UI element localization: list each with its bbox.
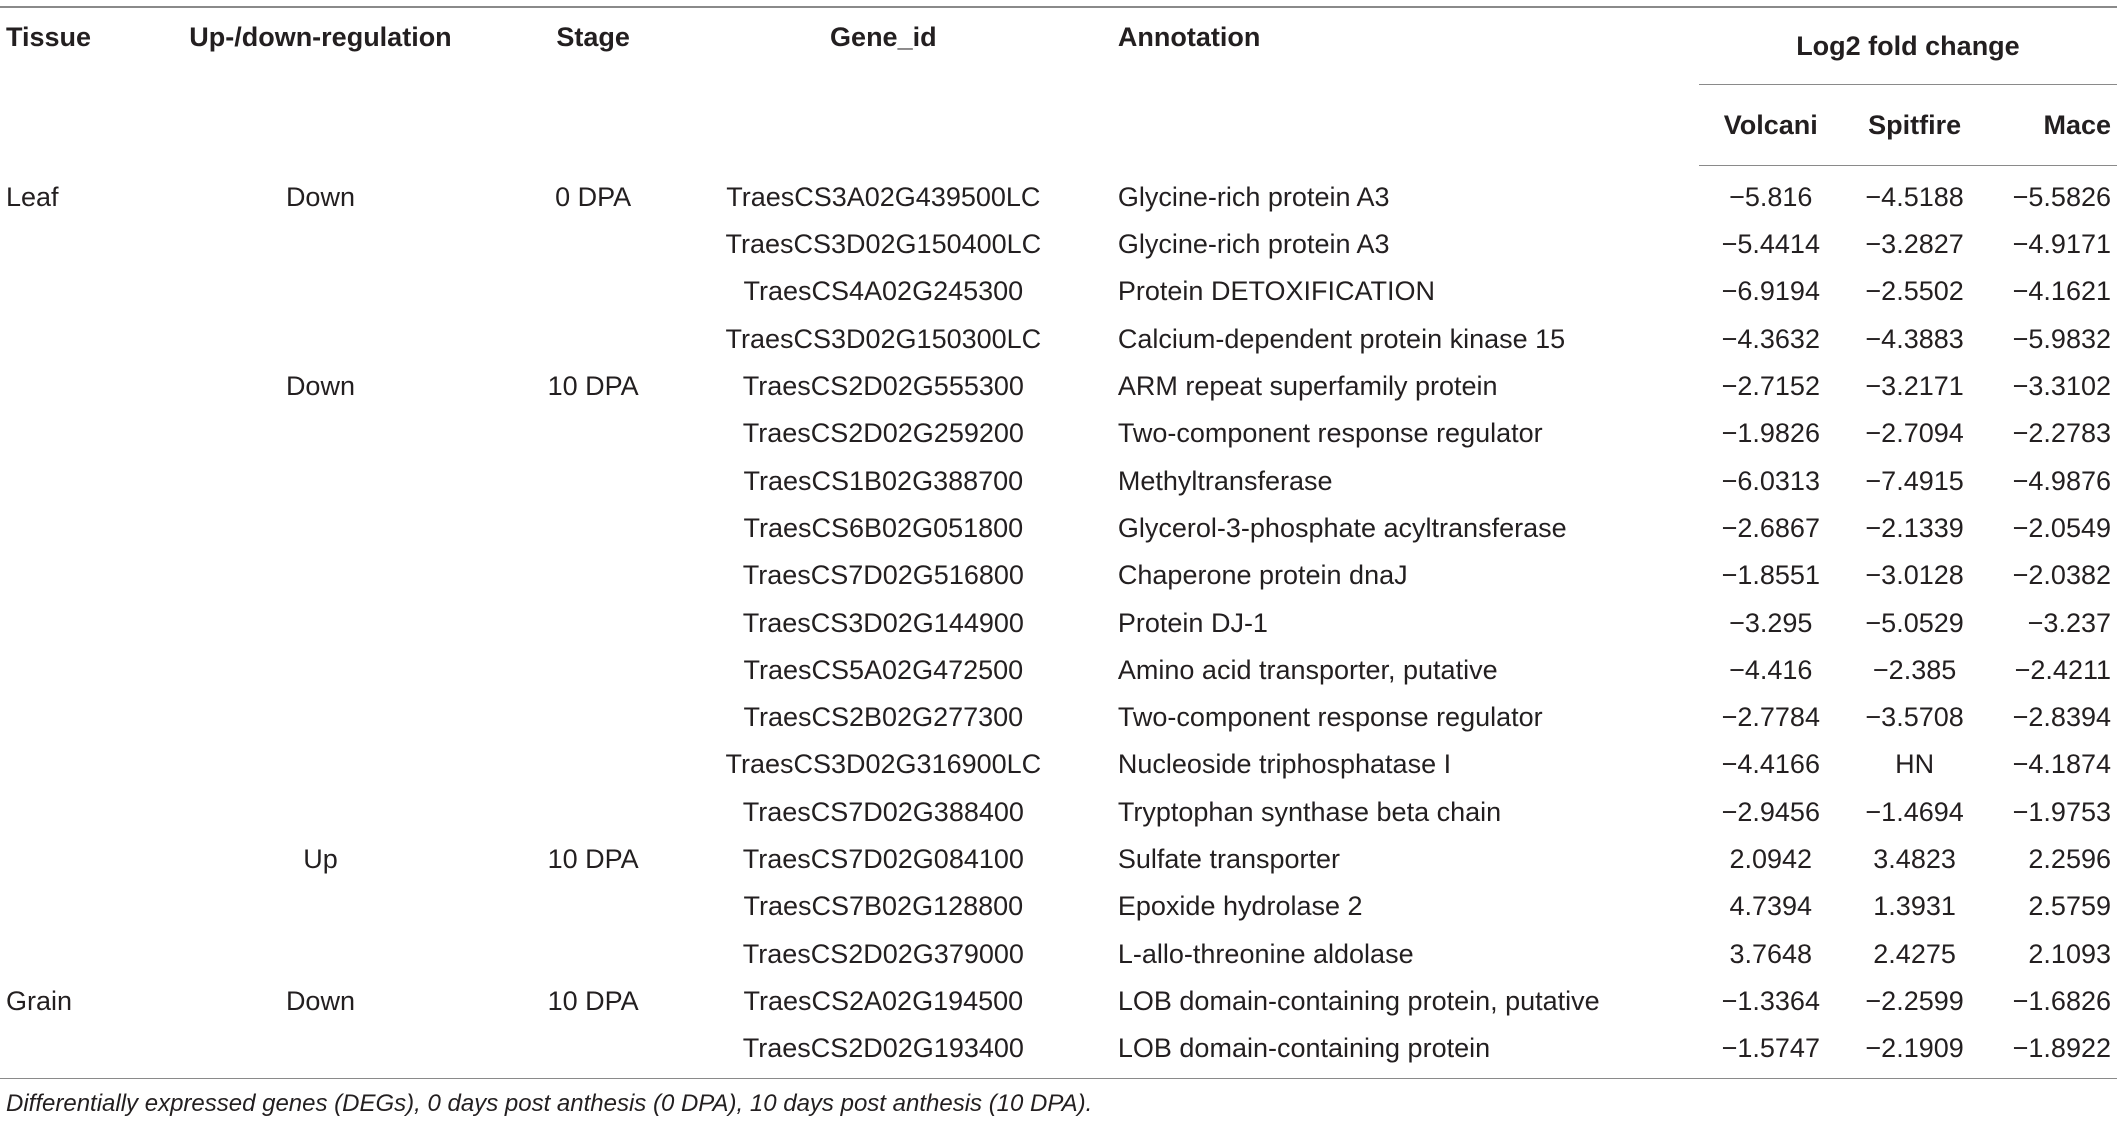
cell-regulation xyxy=(127,883,513,930)
table-row xyxy=(0,363,2117,410)
cell-gene-id: TraesCS2D02G193400 xyxy=(673,1025,1094,1079)
cell-annotation: LOB domain-containing protein xyxy=(1094,1025,1699,1079)
cell-regulation: Up xyxy=(303,844,338,874)
header-tissue: Tissue xyxy=(0,7,127,166)
cell-stage xyxy=(514,930,673,977)
cell-regulation xyxy=(127,647,513,694)
header-volcani: Volcani xyxy=(1699,85,1843,166)
cell-tissue xyxy=(0,694,127,741)
cell-gene-id: TraesCS3D02G316900LC xyxy=(725,749,1042,780)
table-row xyxy=(0,599,2117,646)
cell-volcani: −4.4166 xyxy=(1721,749,1820,780)
cell-gene-id: TraesCS7D02G084100 xyxy=(742,844,1024,874)
table-row xyxy=(0,457,2117,504)
cell-regulation xyxy=(127,789,513,836)
cell-annotation: Tryptophan synthase beta chain xyxy=(1117,796,1502,827)
cell-regulation xyxy=(127,316,513,363)
table-footnote: Differentially expressed genes (DEGs), 0 days post anthesis (0 DPA), 10 days post anthesis (10 DPA). xyxy=(6,1090,1093,1117)
cell-tissue xyxy=(0,789,127,836)
cell-annotation: Glycine-rich protein A3 xyxy=(1117,181,1390,212)
cell-tissue xyxy=(0,599,127,646)
cell-stage xyxy=(514,505,673,552)
cell-spitfire: −4.3883 xyxy=(1865,323,1964,354)
cell-stage xyxy=(514,599,673,646)
cell-mace: 2.5759 xyxy=(2028,891,2111,922)
cell-gene-id: TraesCS3D02G150400LC xyxy=(725,229,1042,260)
cell-stage xyxy=(514,552,673,599)
cell-volcani: −3.295 xyxy=(1729,607,1813,638)
cell-stage xyxy=(514,789,673,836)
header-mace: Mace xyxy=(1986,85,2117,166)
cell-stage xyxy=(514,647,673,694)
cell-gene-id: TraesCS5A02G472500 xyxy=(743,654,1024,685)
cell-stage xyxy=(514,694,673,741)
cell-spitfire: −3.0128 xyxy=(1865,560,1964,591)
cell-mace: −1.6826 xyxy=(2012,985,2111,1016)
cell-volcani: −2.9456 xyxy=(1721,796,1820,827)
cell-gene-id: TraesCS2B02G277300 xyxy=(743,702,1024,733)
cell-tissue: Grain xyxy=(6,985,73,1016)
table-row xyxy=(0,694,2117,741)
header-log2-fold-change: Log2 fold change xyxy=(1699,7,2117,85)
table-row xyxy=(0,410,2117,457)
cell-gene-id: TraesCS3D02G144900 xyxy=(742,607,1024,638)
table-row xyxy=(0,883,2117,930)
cell-stage xyxy=(514,221,673,268)
cell-annotation: Two-component response regulator xyxy=(1117,418,1543,449)
cell-annotation: Chaperone protein dnaJ xyxy=(1117,560,1408,591)
cell-spitfire: −1.4694 xyxy=(1865,796,1964,827)
cell-tissue xyxy=(0,457,127,504)
cell-mace: −4.1621 xyxy=(2012,276,2111,307)
cell-spitfire: −2.1339 xyxy=(1865,512,1964,543)
cell-volcani: −2.7152 xyxy=(1721,371,1820,402)
header-regulation: Up-/down-regulation xyxy=(127,7,513,166)
cell-annotation: Two-component response regulator xyxy=(1117,702,1543,733)
cell-mace: −4.9876 xyxy=(2012,465,2111,496)
cell-annotation: ARM repeat superfamily protein xyxy=(1117,371,1498,402)
cell-volcani: −2.6867 xyxy=(1721,512,1820,543)
cell-volcani: −2.7784 xyxy=(1721,702,1820,733)
cell-mace: 2.1093 xyxy=(2028,938,2111,969)
table-row xyxy=(0,221,2117,268)
cell-mace: −2.4211 xyxy=(2014,654,2111,685)
cell-volcani: 4.7394 xyxy=(1729,891,1813,922)
cell-regulation xyxy=(127,599,513,646)
cell-annotation: Amino acid transporter, putative xyxy=(1117,654,1498,685)
cell-spitfire: −2.385 xyxy=(1872,654,1957,685)
cell-tissue xyxy=(0,316,127,363)
cell-gene-id: TraesCS2A02G194500 xyxy=(743,985,1024,1016)
cell-gene-id: TraesCS7B02G128800 xyxy=(743,891,1024,922)
cell-annotation: Sulfate transporter xyxy=(1117,844,1341,874)
table-row xyxy=(0,789,2117,836)
cell-tissue xyxy=(0,930,127,977)
cell-regulation xyxy=(127,552,513,599)
table-row xyxy=(0,505,2117,552)
cell-tissue xyxy=(0,268,127,315)
cell-spitfire: −5.0529 xyxy=(1865,607,1964,638)
cell-mace: −2.0549 xyxy=(2012,512,2111,543)
cell-mace: −1.8922 xyxy=(1986,1025,2117,1079)
cell-regulation: Down xyxy=(285,985,355,1016)
cell-annotation: Calcium-dependent protein kinase 15 xyxy=(1117,323,1566,354)
cell-volcani: −4.416 xyxy=(1729,654,1813,685)
cell-annotation: Methyltransferase xyxy=(1117,465,1333,496)
cell-regulation xyxy=(127,221,513,268)
cell-gene-id: TraesCS4A02G245300 xyxy=(743,276,1024,307)
cell-regulation xyxy=(127,410,513,457)
cell-annotation: Protein DJ-1 xyxy=(1117,607,1268,638)
cell-mace: −1.9753 xyxy=(2012,796,2111,827)
table-row xyxy=(0,836,2117,883)
cell-gene-id: TraesCS1B02G388700 xyxy=(743,465,1024,496)
cell-gene-id: TraesCS2D02G555300 xyxy=(742,371,1024,402)
cell-volcani: −1.9826 xyxy=(1721,418,1820,449)
cell-stage xyxy=(514,883,673,930)
cell-spitfire: −2.1909 xyxy=(1843,1025,1987,1079)
cell-spitfire: 1.3931 xyxy=(1873,891,1956,922)
cell-volcani: −1.8551 xyxy=(1721,560,1820,591)
cell-regulation xyxy=(127,505,513,552)
cell-tissue xyxy=(0,741,127,788)
cell-spitfire: HN xyxy=(1895,749,1935,780)
cell-mace: −5.9832 xyxy=(2012,323,2111,354)
header-annotation: Annotation xyxy=(1094,7,1699,166)
cell-volcani: 3.7648 xyxy=(1729,938,1813,969)
cell-spitfire: −3.5708 xyxy=(1865,702,1964,733)
cell-volcani: 2.0942 xyxy=(1729,844,1813,874)
table-row xyxy=(0,316,2117,363)
cell-tissue: Leaf xyxy=(6,181,59,212)
cell-tissue xyxy=(0,883,127,930)
cell-stage: 10 DPA xyxy=(547,985,639,1016)
deg-table xyxy=(0,6,2117,1079)
cell-gene-id: TraesCS6B02G051800 xyxy=(743,512,1024,543)
cell-gene-id: TraesCS3D02G150300LC xyxy=(725,323,1042,354)
table-row xyxy=(0,930,2117,977)
cell-tissue xyxy=(0,221,127,268)
cell-gene-id: TraesCS7D02G516800 xyxy=(742,560,1024,591)
cell-spitfire: −2.2599 xyxy=(1865,985,1964,1016)
cell-spitfire: −2.5502 xyxy=(1865,276,1964,307)
cell-stage xyxy=(514,1025,673,1079)
cell-mace: −2.0382 xyxy=(2012,560,2111,591)
cell-regulation: Down xyxy=(285,371,355,402)
cell-mace: −3.237 xyxy=(2027,607,2111,638)
cell-spitfire: −3.2171 xyxy=(1865,371,1964,402)
table-body xyxy=(0,166,2117,1079)
cell-spitfire: −7.4915 xyxy=(1865,465,1964,496)
header-row-1 xyxy=(0,7,2117,85)
header-spitfire: Spitfire xyxy=(1843,85,1987,166)
cell-volcani: −4.3632 xyxy=(1721,323,1820,354)
table-row xyxy=(0,166,2117,222)
cell-tissue xyxy=(0,647,127,694)
cell-mace: −5.5826 xyxy=(2012,182,2111,212)
cell-volcani: −6.0313 xyxy=(1721,465,1820,496)
cell-regulation xyxy=(127,268,513,315)
table-row xyxy=(0,268,2117,315)
cell-spitfire: 3.4823 xyxy=(1873,844,1956,874)
cell-volcani: −1.3364 xyxy=(1721,985,1820,1016)
cell-mace: −4.1874 xyxy=(2012,749,2111,780)
cell-spitfire: −2.7094 xyxy=(1865,418,1964,449)
cell-tissue xyxy=(0,505,127,552)
cell-volcani: −5.816 xyxy=(1729,182,1813,212)
cell-annotation: Protein DETOXIFICATION xyxy=(1117,276,1435,307)
cell-annotation: Epoxide hydrolase 2 xyxy=(1117,891,1363,922)
cell-tissue xyxy=(0,1025,127,1079)
cell-regulation xyxy=(127,930,513,977)
cell-stage xyxy=(514,457,673,504)
cell-spitfire: −3.2827 xyxy=(1865,229,1964,260)
cell-annotation: Glycerol-3-phosphate acyltransferase xyxy=(1117,512,1567,543)
cell-mace: −2.2783 xyxy=(2012,418,2111,449)
header-gene-id: Gene_id xyxy=(673,7,1094,166)
cell-mace: −3.3102 xyxy=(2012,371,2111,402)
cell-annotation: Nucleoside triphosphatase I xyxy=(1117,749,1452,780)
cell-stage: 10 DPA xyxy=(547,371,639,402)
cell-stage: 0 DPA xyxy=(555,181,632,212)
cell-regulation xyxy=(127,1025,513,1079)
cell-regulation xyxy=(127,457,513,504)
cell-spitfire: −4.5188 xyxy=(1865,182,1964,212)
cell-annotation: L-allo-threonine aldolase xyxy=(1117,938,1414,969)
cell-stage xyxy=(514,316,673,363)
cell-annotation: LOB domain-containing protein, putative xyxy=(1117,985,1600,1016)
cell-annotation: Glycine-rich protein A3 xyxy=(1117,229,1390,260)
cell-gene-id: TraesCS2D02G259200 xyxy=(742,418,1024,449)
cell-stage xyxy=(514,741,673,788)
cell-spitfire: 2.4275 xyxy=(1873,938,1956,969)
cell-gene-id: TraesCS7D02G388400 xyxy=(742,796,1024,827)
cell-stage xyxy=(514,410,673,457)
cell-stage: 10 DPA xyxy=(547,844,639,874)
cell-tissue xyxy=(0,410,127,457)
table-row xyxy=(0,978,2117,1025)
cell-mace: 2.2596 xyxy=(2028,844,2111,874)
cell-tissue xyxy=(0,363,127,410)
cell-volcani: −5.4414 xyxy=(1721,229,1820,260)
cell-regulation xyxy=(127,694,513,741)
table-row xyxy=(0,1025,2117,1079)
cell-gene-id: TraesCS3A02G439500LC xyxy=(726,181,1041,212)
table-row xyxy=(0,647,2117,694)
cell-volcani: −1.5747 xyxy=(1699,1025,1843,1079)
cell-volcani: −6.9194 xyxy=(1721,276,1820,307)
cell-regulation: Down xyxy=(285,181,355,212)
header-stage: Stage xyxy=(514,7,673,166)
cell-tissue xyxy=(0,836,127,883)
cell-tissue xyxy=(0,552,127,599)
cell-mace: −4.9171 xyxy=(2012,229,2111,260)
cell-stage xyxy=(514,268,673,315)
table-row xyxy=(0,552,2117,599)
table-row xyxy=(0,741,2117,788)
cell-regulation xyxy=(127,741,513,788)
cell-mace: −2.8394 xyxy=(2012,702,2111,733)
cell-gene-id: TraesCS2D02G379000 xyxy=(742,938,1024,969)
